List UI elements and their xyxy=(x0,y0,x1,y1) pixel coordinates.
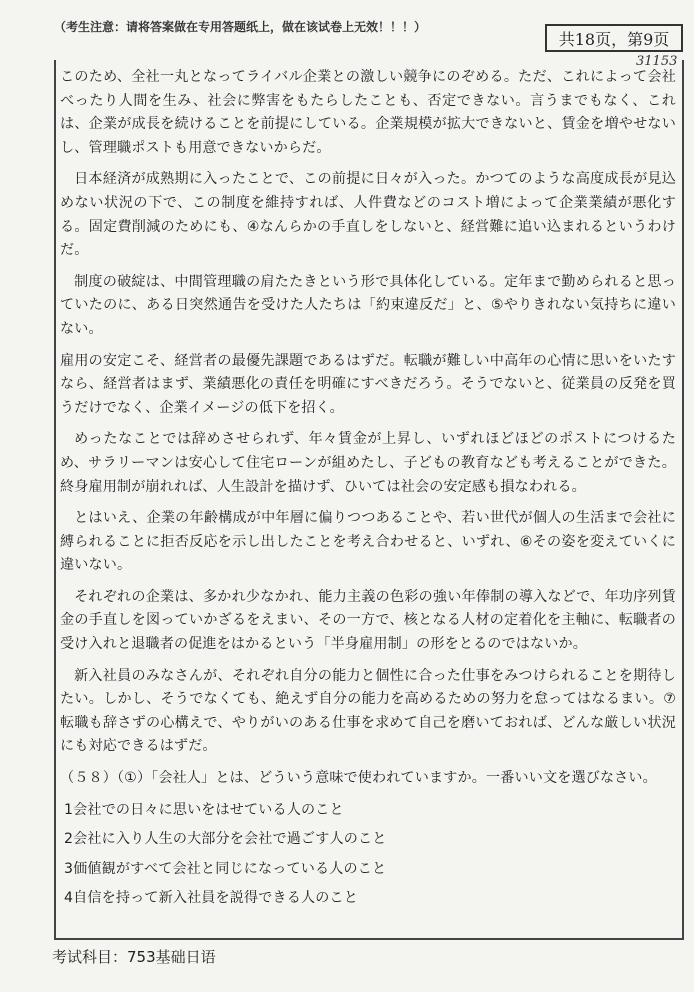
page-indicator: 共18页，第9页 xyxy=(545,24,683,52)
passage-content xyxy=(60,66,676,917)
answer-option-1: 1会社での日々に思いをはせている人のこと xyxy=(64,801,344,818)
answer-option-4: 4自信を持って新入社員を説得できる人のこと xyxy=(64,890,358,907)
passage-paragraph: 制度の破綻は、中間管理職の肩たたきという形で具体化している。定年まで勤められると思っていたのに、ある日突然通告を受けた人たちは「約束違反だ」と、⑤やりきれない気持ちに違いない。 xyxy=(60,273,676,337)
answer-option-3: 3価値観がすべて会社と同じになっている人のこと xyxy=(64,860,387,877)
answer-option-2: 2会社に入り人生の大部分を会社で過ごす人のこと xyxy=(64,831,387,848)
exam-subject: 考试科目：753基础日语 xyxy=(52,948,216,966)
passage-paragraph: このため、全社一丸となってライバル企業との激しい競争にのぞめる。ただ、これによって会社べったり人間を生み、社会に弊害をもたらしたことも、否定できない。言うまでもなく、これは、企業が成長を続けることを前提にしている。企業規模が拡大できないと、賃金を増やせないし、管理職ポストも用意できないからだ。 xyxy=(60,69,676,156)
passage-paragraph: それぞれの企業は、多かれ少なかれ、能力主義の色彩の強い年俸制の導入などで、年功序列賃金の手直しを図っていかざるをえまい、その一方で、核となる人材の定着化を主軸に、転職者の受け入れと退職者の促進をはかるという「半身雇用制」の形をとるのではないか。 xyxy=(60,588,676,653)
exam-notice: （考生注意：请将答案做在专用答题纸上，做在该试卷上无效！！！） xyxy=(54,20,427,34)
passage-paragraph: とはいえ、企業の年齢構成が中年層に偏りつつあることや、若い世代が個人の生活まで会社に縛られることに拒否反応を示し出したことを考え合わせると、いずれ、⑥その姿を変えていくに違いない。 xyxy=(60,510,676,574)
passage-paragraph: 雇用の安定こそ、経営者の最優先課題であるはずだ。転職が難しい中高年の心情に思いをいたすなら、経営者はまず、業績悪化の責任を明確にすべきだろう。そうでないと、従業員の反発を買うだけでなく、企業イメージの低下を招く。 xyxy=(60,352,676,416)
passage-paragraph: 日本経済が成熟期に入ったことで、この前提に日々が入った。かつてのような高度成長が見込めない状況の下で、この制度を維持すれば、人件費などのコスト増によって企業業績が悪化する。固定費削減のためにも、④なんらかの手直しをしないと、経営難に追い込まれるというわけだ。 xyxy=(60,171,676,259)
passage-paragraph: めったなことでは辞めさせられず、年々賃金が上昇し、いずれほどほどのポストにつけるため、サラリーマンは安心して住宅ローンが組めたし、子どもの教育なども考えることができた。終身雇用制が崩れれば、人生設計を描けず、ひいては社会の安定感も損なわれる。 xyxy=(60,431,676,495)
passage-paragraph: 新入社員のみなさんが、それぞれ自分の能力と個性に合った仕事をみつけられることを期待したい。しかし、そうでなくても、絶えず自分の能力を高めるための努力を怠ってはなるまい。⑦転職も辞さずの心構えで、やりがいのある仕事を求めて自己を磨いておれば、どんな厳しい状況にも対応できるはずだ。 xyxy=(60,667,676,755)
document-code: 31153 xyxy=(636,54,678,69)
question-58: （５８）（①）「会社人」とは、どういう意味で使われていますか。一番いい文を選びなさい。 xyxy=(60,770,657,787)
